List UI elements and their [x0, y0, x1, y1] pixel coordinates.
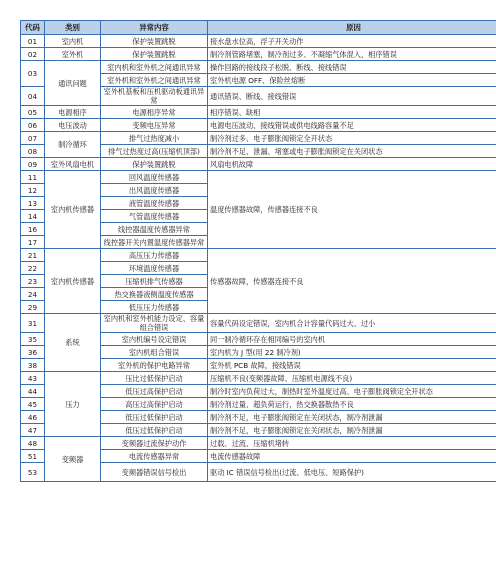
row-reason: 电源电压波动、接线错误或供电线路容量不足 [208, 119, 496, 132]
row-reason: 制冷剂不足、泄漏、堵塞或电子膨胀阀锁定在关闭状态 [208, 145, 496, 158]
table-row [21, 372, 496, 385]
table-row [21, 249, 496, 262]
row-reason: 容量代码设定错误，室内机合计容量代码过大、过小 [208, 314, 496, 333]
row-code: 47 [21, 424, 45, 437]
row-category: 室内机传感器 [45, 249, 101, 314]
row-category: 系统 [45, 314, 101, 372]
header-reason: 原因 [208, 21, 496, 35]
row-item: 电源相序异常 [101, 106, 208, 119]
row-item: 保护装置跳脱 [101, 158, 208, 171]
row-item: 高压压力传感器 [101, 249, 208, 262]
row-item: 室内机和室外机之间通讯异常 [101, 61, 208, 74]
header-item: 异常内容 [101, 21, 208, 35]
row-item: 变频器错误信号检出 [101, 463, 208, 482]
row-code: 44 [21, 385, 45, 398]
row-category: 压力 [45, 372, 101, 437]
row-category: 室外机 [45, 48, 101, 61]
row-reason: 制冷剂过量、超负荷运行，热交换器散热不良 [208, 398, 496, 411]
row-reason: 同一制冷循环存在相同编号的室内机 [208, 333, 496, 346]
row-code: 53 [21, 463, 45, 482]
row-reason: 室内机为 J 型(用 22 制冷剂) [208, 346, 496, 359]
row-code: 14 [21, 210, 45, 223]
row-item: 排气过热度过高(压缩机顶部) [101, 145, 208, 158]
row-item: 环境温度传感器 [101, 262, 208, 275]
table-row [21, 106, 496, 119]
row-code: 06 [21, 119, 45, 132]
row-category: 电源相序 [45, 106, 101, 119]
row-code: 22 [21, 262, 45, 275]
row-category: 通讯问题 [45, 61, 101, 106]
row-item: 压缩机排气传感器 [101, 275, 208, 288]
row-item: 室外机的保护电路异常 [101, 359, 208, 372]
row-code: 35 [21, 333, 45, 346]
row-code: 04 [21, 87, 45, 106]
row-item: 室内机编号设定错误 [101, 333, 208, 346]
error-code-table [20, 20, 496, 482]
row-code: 51 [21, 450, 45, 463]
row-code: 23 [21, 275, 45, 288]
row-code: 17 [21, 236, 45, 249]
row-item: 高压过高保护启动 [101, 398, 208, 411]
row-category: 室外风扇电机 [45, 158, 101, 171]
row-item: 低压压力传感器 [101, 301, 208, 314]
table-row [21, 437, 496, 450]
row-reason: 过载、过流、压缩机堵转 [208, 437, 496, 450]
row-item: 回风温度传感器 [101, 171, 208, 184]
row-reason: 操作回路的接线段子松脱、断线、接线错误 [208, 61, 496, 74]
row-code: 01 [21, 35, 45, 48]
row-reason: 相序错误、缺相 [208, 106, 496, 119]
row-item: 低压过低保护启动 [101, 411, 208, 424]
row-item: 变频电压异常 [101, 119, 208, 132]
row-code: 24 [21, 288, 45, 301]
row-reason: 制冷剂不足，电子膨胀阀锁定在关闭状态，制冷剂泄漏 [208, 411, 496, 424]
row-reason: 制冷剂不足，电子膨胀阀锁定在关闭状态，制冷剂泄漏 [208, 424, 496, 437]
row-code: 45 [21, 398, 45, 411]
row-reason: 室外机 PCB 故障，接线错误 [208, 359, 496, 372]
row-item: 保护装置跳脱 [101, 35, 208, 48]
table-row [21, 132, 496, 145]
row-code: 05 [21, 106, 45, 119]
row-category: 室内机 [45, 35, 101, 48]
row-category: 电压波动 [45, 119, 101, 132]
row-code: 21 [21, 249, 45, 262]
row-item: 排气过热度减小 [101, 132, 208, 145]
row-reason: 制冷时室内负荷过大，制热时室外温度过高、电子膨胀阀锁定全开状态 [208, 385, 496, 398]
row-category: 变频器 [45, 437, 101, 482]
row-reason: 电流传感器故障 [208, 450, 496, 463]
row-reason: 制冷剂过多、电子膨胀阀锁定全开状态 [208, 132, 496, 145]
row-item: 热交换器液侧温度传感器 [101, 288, 208, 301]
table-row [21, 48, 496, 61]
table-row [21, 119, 496, 132]
row-item: 压比过低保护启动 [101, 372, 208, 385]
row-reason: 温度传感器故障，传感器连接不良 [208, 171, 496, 249]
row-category: 制冷循环 [45, 132, 101, 158]
row-item: 液管温度传感器 [101, 197, 208, 210]
header-code: 代码 [21, 21, 45, 35]
table-row [21, 35, 496, 48]
row-code: 31 [21, 314, 45, 333]
header-category: 类别 [45, 21, 101, 35]
row-item: 室内机组合错误 [101, 346, 208, 359]
table-row [21, 158, 496, 171]
row-code: 12 [21, 184, 45, 197]
row-reason: 风扇电机故障 [208, 158, 496, 171]
row-item: 低压过低保护启动 [101, 424, 208, 437]
row-code: 02 [21, 48, 45, 61]
error-code-table-container [20, 20, 496, 482]
row-reason: 传感器故障，传感器连接不良 [208, 249, 496, 314]
row-item: 室外机和室外机之间通讯异常 [101, 74, 208, 87]
row-item: 出风温度传感器 [101, 184, 208, 197]
row-item: 保护装置跳脱 [101, 48, 208, 61]
row-code: 48 [21, 437, 45, 450]
row-code: 16 [21, 223, 45, 236]
row-code: 09 [21, 158, 45, 171]
row-reason: 制冷剂管路堵塞，制冷剂过多、不凝缩气体混入，相序错误 [208, 48, 496, 61]
row-code: 08 [21, 145, 45, 158]
table-header-row [21, 21, 496, 35]
row-code: 03 [21, 61, 45, 87]
table-row [21, 61, 496, 74]
row-reason: 室外机电源 OFF、保险丝熔断 [208, 74, 496, 87]
row-code: 07 [21, 132, 45, 145]
row-code: 43 [21, 372, 45, 385]
row-reason: 驱动 IC 错误信号检出(过流、低电压、短路保护) [208, 463, 496, 482]
row-item: 气管温度传感器 [101, 210, 208, 223]
row-code: 46 [21, 411, 45, 424]
row-item: 线控器温度传感器异常 [101, 223, 208, 236]
row-item: 室外机基板和压机驱动板通讯异常 [101, 87, 208, 106]
row-code: 36 [21, 346, 45, 359]
row-category: 室内机传感器 [45, 171, 101, 249]
row-reason: 压缩机不良(变频器故障、压缩机电源线不良) [208, 372, 496, 385]
table-row [21, 314, 496, 333]
row-item: 室内机和室外机能力设定、容量组合错误 [101, 314, 208, 333]
table-row [21, 171, 496, 184]
row-code: 29 [21, 301, 45, 314]
row-item: 低压过高保护启动 [101, 385, 208, 398]
row-item: 线控器开关内置温度传感器异常 [101, 236, 208, 249]
row-code: 11 [21, 171, 45, 184]
row-reason: 通讯错误、断线、接线错误 [208, 87, 496, 106]
row-item: 变频器过流保护动作 [101, 437, 208, 450]
row-reason: 接水盘水位高，浮子开关动作 [208, 35, 496, 48]
row-item: 电流传感器异常 [101, 450, 208, 463]
row-code: 38 [21, 359, 45, 372]
row-code: 13 [21, 197, 45, 210]
